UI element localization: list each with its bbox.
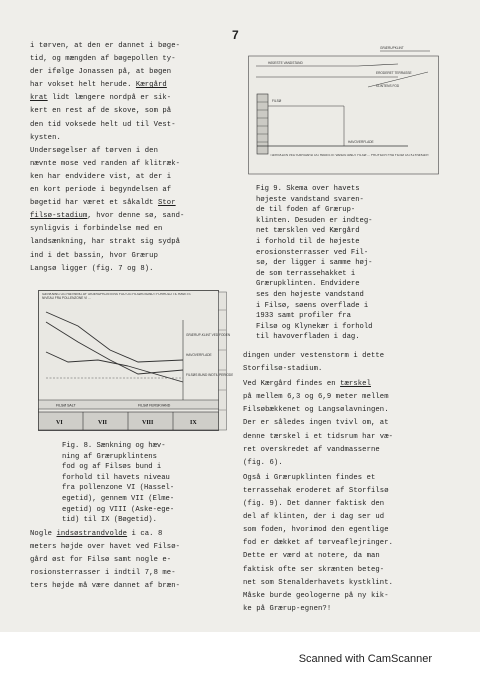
left-paragraph-3 — [30, 528, 180, 593]
text-line: Også i Grærupklinten findes et — [243, 473, 376, 482]
text-line: faktisk ofte ser skrænten beteg- — [243, 565, 385, 574]
text-line: den tid voksede helt ud til Vest- — [30, 120, 176, 129]
right-paragraph-1 — [243, 350, 393, 376]
text-line: krat lidt længere nordpå er sik- — [30, 94, 172, 103]
text-line: kysten. — [30, 133, 61, 142]
fig9-label-terrace: ERODERET TERRASSE — [376, 71, 412, 75]
text-line: Dette er værd at notere, da man — [243, 552, 380, 561]
text-line: Fig 9. Skema over havets — [256, 185, 360, 193]
text-line: egetid), gennem VII (Elme- — [62, 494, 175, 503]
text-line: (fig. 9). Det danner faktisk den — [243, 500, 385, 509]
text-line: fod er dækket af tørveaflejringer. — [243, 539, 394, 548]
text-line: har vokset helt herude. Kærgård — [30, 81, 167, 90]
scanner-footer — [0, 632, 480, 679]
text-line: Filsø og Klynekær i forhold — [256, 322, 373, 331]
figure-8 — [38, 290, 233, 435]
page-number: 7 — [232, 28, 239, 42]
text-line: terrassehak eroderet af Storfilsø — [243, 486, 389, 495]
left-column — [30, 40, 184, 276]
fig9-label-filso: FILSØ — [272, 99, 282, 103]
text-line: landsænkning, har strakt sig sydpå — [30, 238, 181, 247]
text-line: til havoverfladen i dag. — [256, 333, 360, 342]
text-line: i Filsø, søens overflade i — [256, 301, 369, 310]
text-line: tid, og mængden af bøgepollen ty- — [30, 55, 176, 64]
fig8-zone-viii: VIII — [142, 420, 154, 426]
text-line: Storfilsø-stadium. — [243, 365, 323, 374]
text-line: Grærupklinten. Endvidere — [256, 280, 360, 289]
text-line: de som terrassehakket i — [256, 269, 356, 278]
text-line: gård øst for Filsø samt nogle e- — [30, 556, 172, 565]
text-line: dingen under vestenstorm i dette — [243, 352, 385, 360]
fig9-label-klint: GRÆRUPKLINT — [380, 46, 404, 50]
text-line: ind i det bassin, hvor Grærup — [30, 251, 158, 260]
text-line: der ifølge Jonassen på, at bøgen — [30, 68, 172, 77]
text-line: synligvis i forbindelse med en — [30, 225, 163, 234]
scanner-watermark: Scanned with CamScanner — [298, 653, 432, 665]
text-line: Filsøbækkenet og Langsølavningen. — [243, 406, 389, 415]
left-column-bottom — [30, 528, 180, 593]
fig8-scale-bar — [219, 292, 227, 430]
right-column — [243, 350, 393, 616]
left-paragraph-2 — [30, 145, 184, 276]
text-line: net som Stenalderhavets kystklint. — [243, 578, 394, 587]
text-line: tid) til IX (Bøgetid). — [62, 516, 157, 525]
text-line: bøgetid har været et såkaldt Stor — [30, 199, 176, 208]
fig8-band-salt: FILSØ SALT — [56, 403, 76, 408]
text-line: Langsø ligger (fig. 7 og 8). — [30, 264, 154, 273]
text-line: klinten. Desuden er indteg- — [256, 216, 373, 225]
text-line: kert en rest af de skove, som på — [30, 107, 172, 116]
text-line: Fig. 8. Sænkning og hæv- — [62, 442, 166, 450]
text-line: ning af Grærupklintens — [62, 452, 157, 461]
text-line: Måske burde geologerne på ny kik- — [243, 591, 389, 600]
figure-8-caption — [62, 441, 174, 526]
text-line: i forhold til de højeste — [256, 237, 360, 246]
text-line: en kort periode i begyndelsen af — [30, 186, 172, 195]
text-line: forhold til havets niveau — [62, 473, 170, 482]
fig8-title: SÆNKNING OG HÆVNING AF GRÆRUPKLINTENS FOD OG FILSØS BUND I FORHOLD TIL HAVETS NIVEAU FRA POLLENZONE VI ... — [42, 293, 191, 300]
text-line: net tærsklen ved Kærgård — [256, 227, 360, 236]
text-line: ters højde må være dannet af bræn- — [30, 582, 181, 591]
text-line: på mellem 6,3 og 6,9 meter mellem — [243, 393, 389, 402]
text-line: fra pollenzone VI (Hassel- — [62, 484, 175, 493]
text-line: som foden, hvorimod den egentlige — [243, 526, 389, 535]
fig8-zone-vi: VI — [56, 420, 63, 426]
text-line: ken har endvidere vist, at der i — [30, 172, 172, 181]
text-line: de til foden af Grærup- — [256, 206, 356, 215]
text-line: del af klinten, der i dag ser ud — [243, 513, 385, 522]
left-paragraph-1 — [30, 40, 184, 145]
text-line: i tørven, at den er dannet i bøge- — [30, 42, 181, 50]
fig8-label-klint: GRÆRUP-KLINT VED FODEN — [186, 333, 231, 337]
fig8-band-fresh: FILSØ FERSKVAND — [138, 403, 171, 408]
text-line: Ved Kærgård findes en tærskel — [243, 380, 371, 389]
text-line: meters højde over havet ved Filsø- — [30, 543, 181, 552]
fig9-label-foot: KLINTENS FOD — [376, 84, 400, 88]
text-line: denne tærskel i et tidsrum har væ- — [243, 432, 394, 441]
text-line: 1933 samt profiler fra — [256, 312, 351, 321]
text-line: (fig. 6). — [243, 458, 283, 467]
text-line: filsø-stadium, hvor denne sø, sand- — [30, 212, 185, 221]
text-line: erosionsterrasser ved Fil- — [256, 248, 369, 257]
figure-9-caption — [256, 184, 372, 343]
text-line: rosionsterrasser i indtil 7,8 me- — [30, 569, 176, 578]
fig9-label-sea: HAVOVERFLADE — [348, 140, 374, 144]
text-line: ke på Grærup-egnen?! — [243, 604, 332, 613]
fig9-note: TÆRSKLEN VED KÆRGÅRD OG HØJESTE VANDSTAND I FILSØ ... PROFILER FRA FILSØ OG KLYNEKÆR — [270, 154, 429, 157]
fig9-label-water: HØJESTE VANDSTAND — [268, 61, 303, 65]
text-line: Undersøgelser af tørven i den — [30, 146, 158, 155]
fig9-profile-column — [257, 94, 268, 154]
text-line: egetid) og VIII (Aske-ege- — [62, 505, 175, 514]
text-line: Nogle indsøstrandvolde i ca. 8 — [30, 530, 163, 538]
fig8-label-sea: HAVOVERFLADE — [186, 353, 212, 357]
fig8-zone-ix: IX — [190, 420, 197, 426]
text-line: fod og af Filsøs bund i — [62, 463, 162, 472]
text-line: nævnte mose ved randen af klitræk- — [30, 159, 181, 168]
right-paragraph-2 — [243, 378, 393, 470]
fig8-label-bottom: FILSØS BUND INDTIL PERIODE — [186, 373, 233, 377]
text-line: ret overskredet af vandmasserne — [243, 445, 380, 454]
text-line: højeste vandstand svaren- — [256, 195, 364, 204]
text-line: sø, der ligger i samme høj- — [256, 259, 373, 268]
text-line: ses den højeste vandstand — [256, 290, 364, 299]
right-paragraph-3 — [243, 472, 393, 616]
fig8-zone-vii: VII — [98, 420, 108, 426]
text-line: Der er således ingen tvivl om, at — [243, 419, 389, 428]
figure-9 — [248, 42, 448, 180]
